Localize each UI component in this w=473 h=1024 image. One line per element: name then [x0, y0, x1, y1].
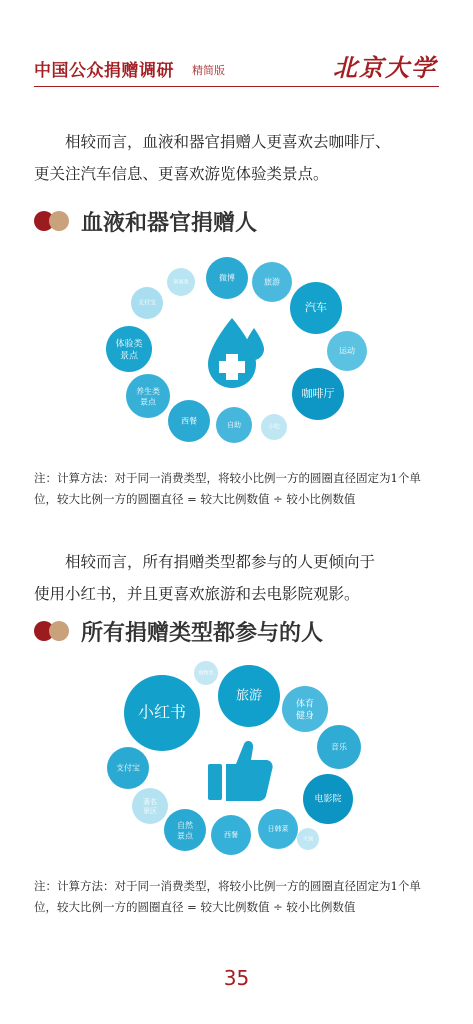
section1-intro-line1: 相较而言，血液和器官捐赠人更喜欢去咖啡厅、	[65, 133, 391, 151]
blood-organ-bubble-label: 支付宝	[137, 299, 157, 307]
thumbs-up-icon	[208, 741, 273, 801]
section2-title: 所有捐赠类型都参与的人	[81, 619, 324, 646]
blood-organ-bubble-label: 新闻类	[173, 279, 189, 286]
all-donors-bubble-label: 火锅	[302, 836, 314, 843]
blood-organ-bubble-label: 自助	[227, 421, 241, 429]
section1-title: 血液和器官捐赠人	[81, 209, 258, 236]
section2-intro-line2: 使用小红书，并且更喜欢旅游和去电影院观影。	[34, 585, 360, 603]
section2-intro-line1: 相较而言，所有捐赠类型都参与的人更倾向于	[65, 553, 376, 571]
all-donors-bubble	[164, 809, 206, 851]
section1-intro-line2: 更关注汽车信息、更喜欢游览体验类景点。	[34, 165, 329, 183]
all-donors-bubble-label: 小红书	[137, 702, 187, 722]
blood-organ-bubble	[126, 374, 170, 418]
all-donors-bubble-chart	[0, 658, 473, 868]
blood-organ-bubble-label: 汽车	[305, 301, 327, 314]
all-donors-bubble-label: 著名景区	[143, 797, 157, 815]
all-donors-bubble-label: 音乐	[331, 742, 347, 752]
header-divider	[34, 86, 439, 87]
blood-organ-bubble-label: 旅游	[264, 277, 280, 287]
all-donors-bubble-label: 电影院	[314, 794, 342, 805]
all-donors-bubble-label: 日韩菜	[267, 825, 289, 833]
blood-organ-bubble-label: 微博	[219, 273, 235, 283]
blood-drop-icon	[208, 318, 264, 388]
all-donors-bubble-label: 自然景点	[177, 820, 193, 841]
section2-intro	[34, 546, 439, 610]
section1-intro	[34, 126, 439, 190]
blood-organ-bubble-label: 小吃	[267, 423, 281, 431]
section2-method-note: 注：计算方法：对于同一消费类型，将较小比例一方的圆圈直径固定为1个单位，较大比例一方的圆圈直径 = 较大比例数值 ÷ 较小比例数值	[34, 879, 421, 914]
tan-dot-icon	[49, 211, 69, 231]
all-donors-bubble-label: 西餐	[224, 831, 238, 839]
all-donors-bubble-label: 旅游	[235, 688, 263, 704]
blood-organ-bubble-chart	[0, 250, 473, 450]
blood-organ-bubble-label: 体验类景点	[115, 339, 143, 361]
blood-organ-bubble-label: 运动	[339, 346, 355, 356]
report-title: 中国公众捐赠调研	[34, 61, 174, 81]
all-donors-bubble-label: 购物类	[198, 670, 214, 677]
section1-heading	[34, 206, 257, 236]
blood-organ-bubble-label: 咖啡厅	[301, 387, 335, 400]
blood-organ-bubble-label: 养生类景点	[136, 386, 160, 407]
university-logo: 北京大学	[333, 53, 437, 82]
blood-organ-bubble-label: 西餐	[181, 416, 197, 426]
tan-dot-icon	[49, 621, 69, 641]
all-donors-bubble-label: 体育健身	[295, 699, 315, 721]
section2-heading	[34, 616, 323, 646]
report-subtitle: 精简版	[192, 64, 225, 77]
page-number: 35	[223, 966, 250, 990]
section1-method-note: 注：计算方法：对于同一消费类型，将较小比例一方的圆圈直径固定为1个单位，较大比例一方的圆圈直径 = 较大比例数值 ÷ 较小比例数值	[34, 471, 421, 506]
all-donors-bubble-label: 支付宝	[116, 763, 140, 773]
